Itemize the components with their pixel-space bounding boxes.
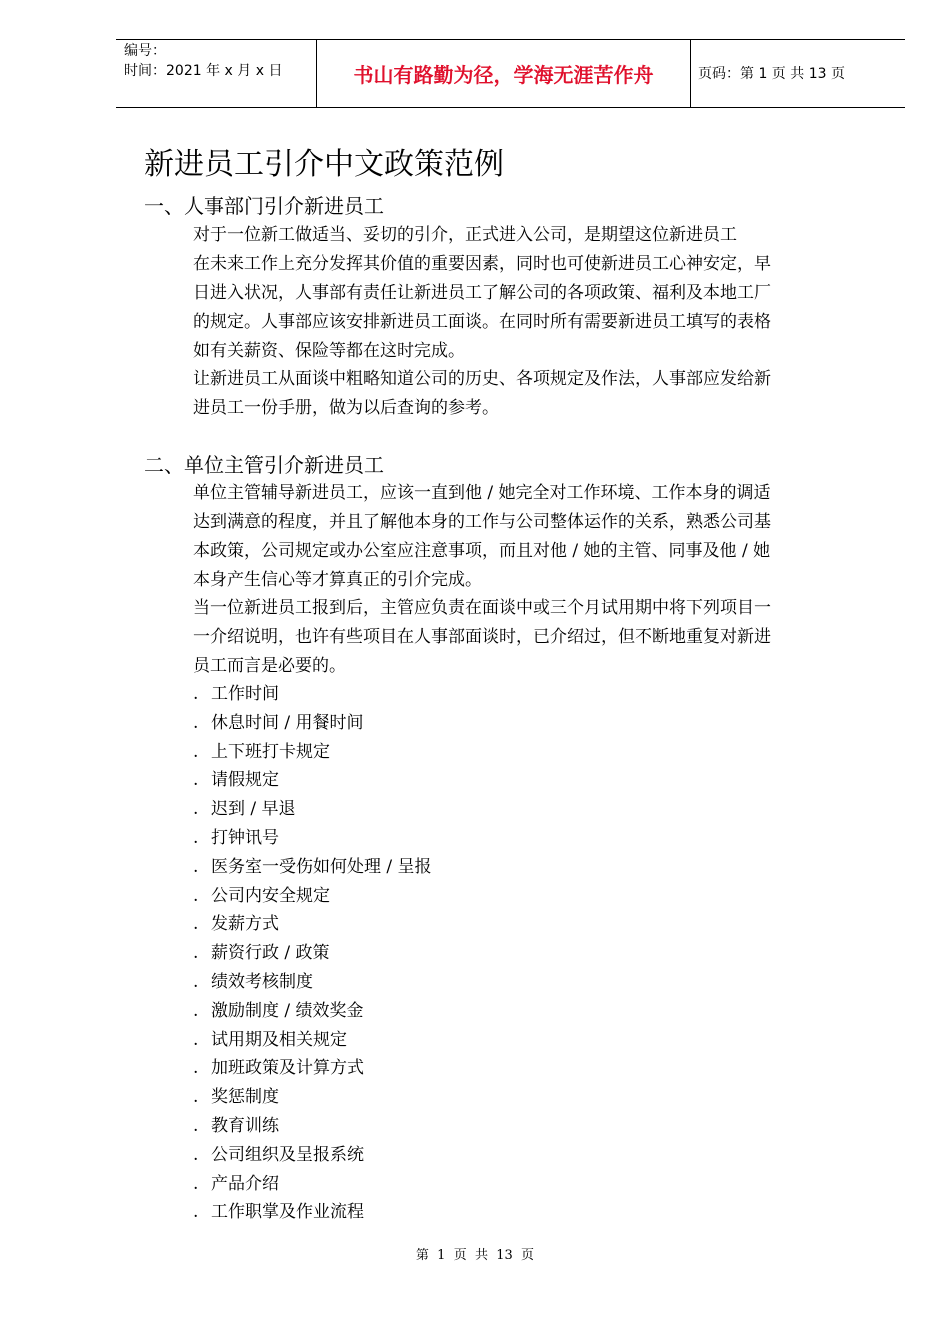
document-date-label: 时间：2021 年 x 月 x 日 [124, 63, 283, 79]
section-heading-supervisor: 二、单位主管引介新进员工 [144, 453, 384, 477]
list-bullet: . [193, 885, 199, 906]
list-bullet: . [193, 799, 199, 820]
list-bullet: . [193, 943, 199, 964]
page-footer: 第 1 页 共 13 页 [415, 1248, 535, 1263]
list-item-text: 公司组织及呈报系统 [211, 1144, 364, 1165]
paragraph-line: 当一位新进员工报到后，主管应负责在面谈中或三个月试用期中将下列项目一 [193, 598, 771, 618]
paragraph-line: 日进入状况，人事部有责任让新进员工了解公司的各项政策、福利及本地工厂 [193, 283, 771, 303]
list-item [193, 939, 432, 968]
paragraph-line: 一介绍说明，也许有些项目在人事部面谈时，已介绍过，但不断地重复对新进 [193, 627, 771, 647]
section-heading-hr: 一、人事部门引介新进员工 [144, 194, 384, 218]
list-item-text: 发薪方式 [211, 914, 279, 935]
list-item [193, 824, 432, 853]
list-bullet: . [193, 1115, 199, 1136]
header-motto: 书山有路勤为径，学海无涯苦作舟 [353, 63, 654, 87]
header-page-cell [690, 40, 905, 107]
paragraph-line: 在未来工作上充分发挥其价值的重要因素，同时也可使新进员工心神安定，早 [193, 254, 771, 274]
paragraph-line: 的规定。人事部应该安排新进员工面谈。在同时所有需要新进员工填写的表格 [193, 312, 771, 332]
list-bullet: . [193, 1029, 199, 1050]
paragraph-line: 达到满意的程度，并且了解他本身的工作与公司整体运作的关系，熟悉公司基 [193, 512, 771, 532]
list-bullet: . [193, 1173, 199, 1194]
header-motto-cell [316, 40, 691, 107]
list-item [193, 709, 432, 738]
header-page-info: 页码：第 1 页 共 13 页 [698, 66, 845, 82]
list-item [193, 882, 432, 911]
list-bullet: . [193, 1144, 199, 1165]
paragraph-line: 单位主管辅导新进员工，应该一直到他 / 她完全对工作环境、工作本身的调适 [193, 483, 771, 503]
section-hr-paragraph-2 [193, 365, 845, 423]
list-item [193, 1054, 432, 1083]
list-item-text: 工作时间 [211, 684, 279, 704]
list-item-text: 试用期及相关规定 [211, 1029, 347, 1050]
list-bullet: . [193, 827, 199, 848]
document-title: 新进员工引介中文政策范例 [144, 147, 504, 182]
paragraph-line: 如有关薪资、保险等都在这时完成。 [193, 341, 465, 361]
list-item [193, 738, 432, 767]
list-item-text: 产品介绍 [211, 1173, 279, 1194]
section-hr-paragraph-1 [193, 221, 845, 366]
list-item [193, 1112, 432, 1141]
list-item-text: 教育训练 [211, 1115, 279, 1136]
list-item-text: 请假规定 [211, 770, 279, 791]
list-bullet: . [193, 1058, 199, 1079]
list-bullet: . [193, 684, 199, 704]
list-item-text: 工作职掌及作业流程 [211, 1202, 364, 1223]
list-item [193, 853, 432, 882]
list-item [193, 910, 432, 939]
list-item-text: 薪资行政 / 政策 [211, 943, 330, 964]
list-item [193, 766, 432, 795]
list-item-text: 激励制度 / 绩效奖金 [211, 1000, 364, 1021]
paragraph-line: 进员工一份手册，做为以后查询的参考。 [193, 398, 499, 418]
list-bullet: . [193, 1087, 199, 1108]
paragraph-line: 员工而言是必要的。 [193, 656, 346, 676]
list-item-text: 上下班打卡规定 [211, 741, 330, 762]
list-item-text: 奖惩制度 [211, 1087, 279, 1108]
header-meta-cell [116, 40, 316, 107]
list-bullet: . [193, 1000, 199, 1021]
paragraph-line: 本政策，公司规定或办公室应注意事项，而且对他 / 她的主管、同事及他 / 她 [193, 541, 771, 561]
list-bullet: . [193, 971, 199, 992]
paragraph-line: 本身产生信心等才算真正的引介完成。 [193, 570, 482, 590]
list-item-text: 医务室一受伤如何处理 / 呈报 [211, 856, 432, 877]
list-item [193, 1198, 432, 1227]
list-item [193, 1083, 432, 1112]
list-bullet: . [193, 914, 199, 935]
list-item-text: 绩效考核制度 [211, 971, 313, 992]
list-bullet: . [193, 1202, 199, 1223]
paragraph-line: 对于一位新工做适当、妥切的引介，正式进入公司，是期望这位新进员工 [193, 225, 737, 245]
list-item-text: 公司内安全规定 [211, 885, 330, 906]
document-header [116, 39, 905, 108]
list-item [193, 1026, 432, 1055]
list-item-text: 迟到 / 早退 [211, 799, 296, 820]
list-item [193, 997, 432, 1026]
list-item [193, 968, 432, 997]
document-number-label: 编号： [124, 43, 166, 59]
orientation-item-list [193, 680, 432, 1227]
list-item-text: 休息时间 / 用餐时间 [211, 712, 364, 733]
list-item [193, 795, 432, 824]
section-supervisor-paragraph-1 [193, 479, 845, 595]
list-item [193, 1141, 432, 1170]
paragraph-line: 让新进员工从面谈中粗略知道公司的历史、各项规定及作法，人事部应发给新 [193, 369, 771, 389]
list-bullet: . [193, 712, 199, 733]
list-item [193, 680, 432, 709]
list-bullet: . [193, 741, 199, 762]
list-item [193, 1170, 432, 1199]
list-item-text: 加班政策及计算方式 [211, 1058, 364, 1079]
list-item-text: 打钟讯号 [211, 827, 279, 848]
section-supervisor-paragraph-2 [193, 594, 845, 681]
list-bullet: . [193, 770, 199, 791]
list-bullet: . [193, 856, 199, 877]
